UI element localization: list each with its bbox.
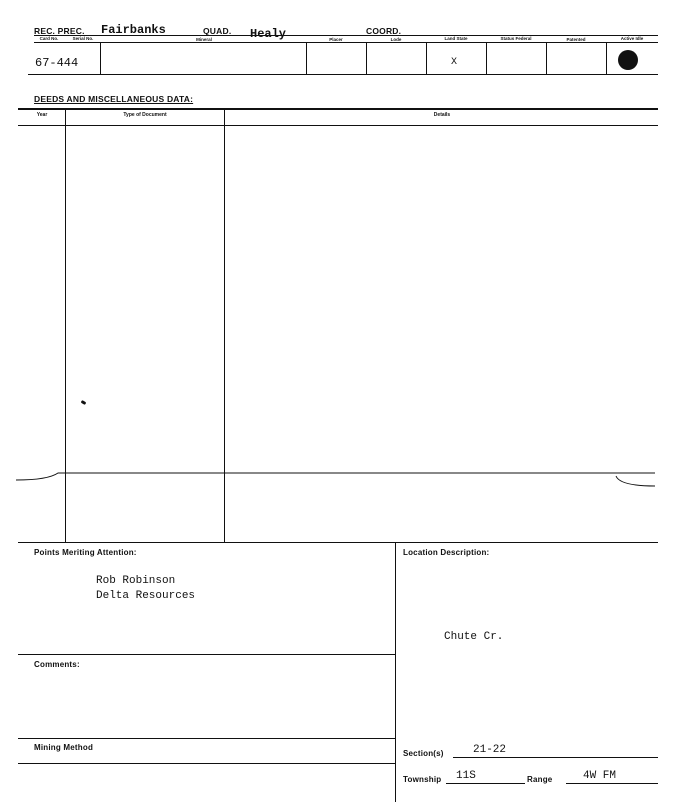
comments-label: Comments:: [34, 660, 80, 669]
col-active-idle: Active Idle: [620, 36, 644, 41]
range-underline: [566, 783, 658, 784]
col-mineral: Mineral: [196, 37, 212, 42]
coord-label: COORD.: [366, 26, 402, 36]
col-card-no: Card No.: [39, 36, 59, 41]
township-value: 11S: [456, 770, 476, 782]
location-value: Chute Cr.: [444, 631, 504, 643]
col-status-federal: Status Federal: [500, 36, 532, 41]
col-lode: Lode: [390, 37, 402, 42]
section-label: Section(s): [403, 749, 444, 758]
col-land-state: Land State: [444, 36, 468, 41]
card-no-value: 67-444: [35, 56, 79, 70]
mining-method-rule: [18, 738, 395, 739]
col-serial-no: Serial No.: [72, 36, 94, 41]
land-state-mark: X: [451, 57, 458, 68]
continuation-curve: [0, 462, 678, 492]
points-label: Points Meriting Attention:: [34, 548, 137, 557]
township-underline: [446, 783, 525, 784]
points-line-1: Rob Robinson: [96, 575, 176, 587]
quad-label: QUAD.: [203, 26, 232, 36]
mining-method-label: Mining Method: [34, 743, 94, 752]
township-label: Township: [403, 775, 442, 784]
column-header-rule: [34, 42, 658, 43]
mining-method-bottom-rule: [18, 763, 395, 764]
col-year: Year: [36, 112, 48, 118]
ink-speck: [81, 400, 87, 405]
col-details: Details: [433, 112, 451, 118]
deeds-top-rule: [18, 108, 658, 110]
quad-value: Healy: [250, 27, 287, 41]
rec-prec-value: Fairbanks: [101, 23, 166, 37]
section-value: 21-22: [473, 744, 507, 756]
deeds-header-rule: [18, 125, 658, 126]
points-line-2: Delta Resources: [96, 590, 196, 602]
location-label: Location Description:: [403, 548, 490, 557]
range-label: Range: [527, 775, 553, 784]
bottom-center-divider: [395, 542, 396, 802]
section-underline: [453, 757, 658, 758]
bottom-section-rule: [18, 542, 658, 543]
claim-table-bottom-rule: [28, 74, 658, 75]
col-placer: Placer: [329, 37, 343, 42]
comments-rule: [18, 654, 395, 655]
col-type-of-document: Type of Document: [123, 112, 167, 118]
header-rule: [34, 35, 658, 36]
active-idle-punch-mark: [618, 50, 638, 70]
deeds-section-title: DEEDS AND MISCELLANEOUS DATA:: [34, 94, 194, 104]
rec-prec-label: REC. PREC.: [34, 26, 85, 36]
col-patented: Patented: [566, 37, 586, 42]
range-value: 4W FM: [583, 770, 617, 782]
